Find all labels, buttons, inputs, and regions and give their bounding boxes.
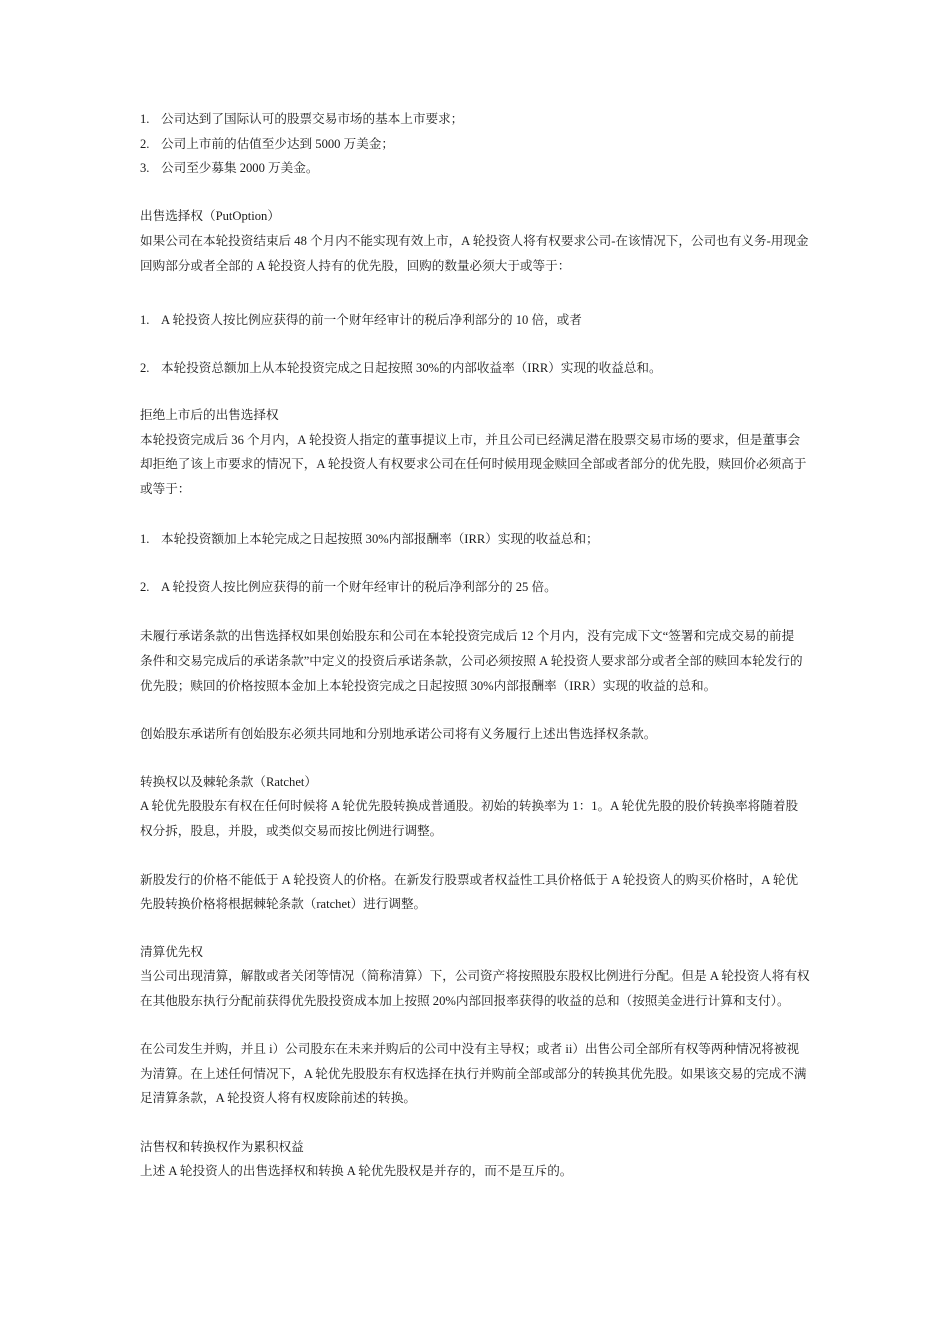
list-number: 1. bbox=[140, 313, 150, 327]
paragraph-line: 创始股东承诺所有创始股东必须共同地和分别地承诺公司将有义务履行上述出售选择权条款。 bbox=[140, 727, 657, 741]
list-item bbox=[140, 312, 582, 328]
list-text: 本轮投资额加上本轮完成之日起按照 30%内部报酬率（IRR）实现的收益总和； bbox=[161, 532, 599, 546]
section-heading-put-option: 出售选择权（PutOption） bbox=[140, 209, 280, 223]
paragraph-line: 回购部分或者全部的 A 轮投资人持有的优先股，回购的数量必须大于或等于： bbox=[140, 259, 571, 273]
paragraph-line: 在公司发生并购，并且 i）公司股东在未来并购后的公司中没有主导权；或者 ii）出售公司全部所有权等两种情况将被视 bbox=[140, 1042, 800, 1056]
list-text: A 轮投资人按比例应获得的前一个财年经审计的税后净利部分的 25 倍。 bbox=[161, 580, 557, 594]
paragraph-line: 在其他股东执行分配前获得优先股投资成本加上按照 20%内部回报率获得的收益的总和（按照美金进行计算和支付）。 bbox=[140, 994, 790, 1008]
list-text: 本轮投资总额加上从本轮投资完成之日起按照 30%的内部收益率（IRR）实现的收益总和。 bbox=[161, 361, 662, 375]
section-heading-liquidation: 清算优先权 bbox=[140, 945, 203, 959]
list-number: 1. bbox=[140, 532, 150, 546]
section-heading-refuse-listing: 拒绝上市后的出售选择权 bbox=[140, 408, 279, 422]
list-number: 2. bbox=[140, 137, 150, 151]
list-item bbox=[140, 160, 318, 176]
paragraph-line: 如果公司在本轮投资结束后 48 个月内不能实现有效上市，A 轮投资人将有权要求公司-在该情况下，公司也有义务-用现金 bbox=[140, 234, 809, 248]
paragraph-line: 新股发行的价格不能低于 A 轮投资人的价格。在新发行股票或者权益性工具价格低于 A 轮投资人的购买价格时，A 轮优 bbox=[140, 873, 799, 887]
list-text: 公司上市前的估值至少达到 5000 万美金； bbox=[161, 137, 394, 151]
paragraph-line: 当公司出现清算，解散或者关闭等情况（简称清算）下，公司资产将按照股东股权比例进行分配。但是 A 轮投资人将有权 bbox=[140, 969, 810, 983]
paragraph-line: 上述 A 轮投资人的出售选择权和转换 A 轮优先股权是并存的，而不是互斥的。 bbox=[140, 1164, 573, 1178]
section-heading-cumulative: 沽售权和转换权作为累积权益 bbox=[140, 1140, 304, 1154]
list-number: 3. bbox=[140, 161, 150, 175]
list-item bbox=[140, 136, 394, 152]
paragraph-line: A 轮优先股股东有权在任何时候将 A 轮优先股转换成普通股。初始的转换率为 1：1。A 轮优先股的股价转换率将随着股 bbox=[140, 799, 799, 813]
list-text: 公司达到了国际认可的股票交易市场的基本上市要求； bbox=[161, 112, 464, 126]
paragraph-line: 为清算。在上述任何情况下，A 轮优先股股东有权选择在执行并购前全部或部分的转换其优先股。如果该交易的完成不满 bbox=[140, 1067, 807, 1081]
paragraph-line: 却拒绝了该上市要求的情况下，A 轮投资人有权要求公司在任何时候用现金赎回全部或者部分的优先股，赎回价必须高于 bbox=[140, 457, 807, 471]
paragraph-line: 条件和交易完成后的承诺条款”中定义的投资后承诺条款，公司必须按照 A 轮投资人要求部分或者全部的赎回本轮发行的 bbox=[140, 654, 803, 668]
list-number: 1. bbox=[140, 112, 150, 126]
list-number: 2. bbox=[140, 580, 150, 594]
paragraph-line: 或等于： bbox=[140, 482, 191, 496]
paragraph-line: 未履行承诺条款的出售选择权如果创始股东和公司在本轮投资完成后 12 个月内，没有完成下文“签署和完成交易的前提 bbox=[140, 629, 795, 643]
list-item bbox=[140, 579, 557, 595]
paragraph-line: 本轮投资完成后 36 个月内，A 轮投资人指定的董事提议上市，并且公司已经满足潜在股票交易市场的要求，但是董事会 bbox=[140, 433, 801, 447]
list-number: 2. bbox=[140, 361, 150, 375]
list-text: A 轮投资人按比例应获得的前一个财年经审计的税后净利部分的 10 倍，或者 bbox=[161, 313, 582, 327]
list-item bbox=[140, 111, 463, 127]
paragraph-line: 优先股；赎回的价格按照本金加上本轮投资完成之日起按照 30%内部报酬率（IRR）实现的收益的总和。 bbox=[140, 679, 717, 693]
paragraph-line: 权分拆，股息，并股，或类似交易而按比例进行调整。 bbox=[140, 824, 443, 838]
list-item bbox=[140, 531, 599, 547]
list-text: 公司至少募集 2000 万美金。 bbox=[161, 161, 319, 175]
paragraph-line: 先股转换价格将根据棘轮条款（ratchet）进行调整。 bbox=[140, 897, 427, 911]
section-heading-conversion: 转换权以及棘轮条款（Ratchet） bbox=[140, 775, 317, 789]
paragraph-line: 足清算条款，A 轮投资人将有权废除前述的转换。 bbox=[140, 1091, 417, 1105]
list-item bbox=[140, 360, 662, 376]
